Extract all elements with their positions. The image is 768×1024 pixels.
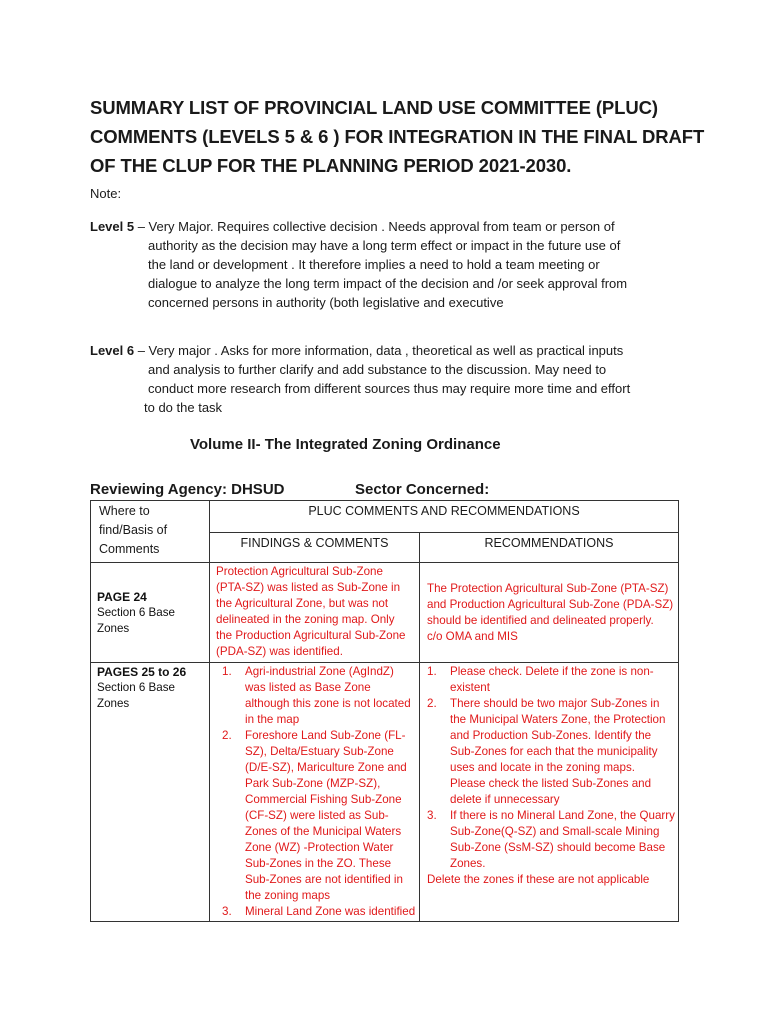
comments-table <box>90 500 679 922</box>
recommendations-header: RECOMMENDATIONS <box>420 533 679 563</box>
pluc-comments-header: PLUC COMMENTS AND RECOMMENDATIONS <box>210 501 679 533</box>
title-line: SUMMARY LIST OF PROVINCIAL LAND USE COMMITTEE (PLUC) <box>90 97 658 118</box>
where-to-find-header: Where to find/Basis of Comments <box>91 501 210 563</box>
title-line: OF THE CLUP FOR THE PLANNING PERIOD 2021-2030. <box>90 155 572 176</box>
level-6-text: to do the task <box>144 400 223 415</box>
row-1-location: PAGE 24 Section 6 Base Zones <box>91 563 210 663</box>
title-line: COMMENTS (LEVELS 5 & 6 ) FOR INTEGRATION IN THE FINAL DRAFT <box>90 126 705 147</box>
level-6-label: Level 6 <box>90 343 135 358</box>
row-2-location: PAGES 25 to 26 Section 6 Base Zones <box>91 663 210 922</box>
list-item: 3. Mineral Land Zone was identified <box>222 905 416 918</box>
list-item: 1. Please check. Delete if the zone is non- existent <box>427 665 654 694</box>
note-label: Note: <box>90 186 122 201</box>
volume-title: Volume II- The Integrated Zoning Ordinance <box>190 436 501 453</box>
document-title <box>90 93 705 180</box>
sector-concerned: Sector Concerned: <box>355 481 490 498</box>
level-5-text: – Very Major. Requires collective decision . Needs approval from team or person of <box>134 219 615 234</box>
page-reference: PAGES 25 to 26 <box>97 665 187 679</box>
list-item: 1. Agri-industrial Zone (AgIndZ) was listed as Base Zone although this zone is not located in the map <box>222 665 411 726</box>
level-6-text: and analysis to further clarify and add substance to the discussion. May need to <box>148 362 607 377</box>
list-item: 3. If there is no Mineral Land Zone, the Quarry Sub-Zone(Q-SZ) and Small-scale Mining Sub-Zone (SsM-SZ) should become Base Zones. <box>427 809 675 870</box>
recommendations-list <box>427 664 676 872</box>
findings-list <box>222 664 417 920</box>
list-item: 2. Foreshore Land Sub-Zone (FL- SZ), Delta/Estuary Sub-Zone (D/E-SZ), Mariculture Zone and Park Sub-Zone (MZP-SZ), Commercial Fishing Sub-Zone (CF-SZ) were listed as Sub- Zones of the Municipal Waters Zone (WZ) -Protection Water Sub-Zones in the ZO. These Sub-Zones are not identified in the zoning maps <box>222 729 407 902</box>
level-6-text: – Very major . Asks for more information, data , theoretical as well as practical inputs <box>134 343 624 358</box>
findings-header: FINDINGS & COMMENTS <box>210 533 420 563</box>
level-5-text: concerned persons in authority (both legislative and executive <box>148 295 504 310</box>
list-item: 2. There should be two major Sub-Zones in the Municipal Waters Zone, the Protection and Production Sub-Zones. Identify the Sub-Zones for each that the municipality uses and locate in the zoning maps. Please check the listed Sub-Zones and delete if unnecessary <box>427 697 666 806</box>
level-6-description <box>90 341 690 417</box>
level-6-text: conduct more research from different sources thus may require more time and effort <box>148 381 631 396</box>
row-1-findings: Protection Agricultural Sub-Zone (PTA-SZ) was listed as Sub-Zone in the Agricultural Zone, but was not delineated in the zoning map. Only the Production Agricultural Sub-Zone (PDA-SZ) was identified. <box>210 563 420 663</box>
level-5-text: dialogue to analyze the long term impact of the decision and /or seek approval from <box>148 276 628 291</box>
level-5-label: Level 5 <box>90 219 135 234</box>
row-2-recommendations <box>420 663 679 922</box>
level-5-description <box>90 217 690 312</box>
reviewing-agency: Reviewing Agency: DHSUD <box>90 481 285 498</box>
level-5-text: the land or development . It therefore implies a need to hold a team meeting or <box>148 257 600 272</box>
recommendations-note: Delete the zones if these are not applicable <box>427 873 650 886</box>
level-5-text: authority as the decision may have a long term effect or impact in the future use of <box>148 238 621 253</box>
row-2-findings <box>210 663 420 922</box>
agency-line <box>90 481 490 498</box>
page-reference: PAGE 24 <box>97 589 147 604</box>
row-1-recommendations: The Protection Agricultural Sub-Zone (PTA-SZ) and Production Agricultural Sub-Zone (PDA-SZ) should be identified and delineated properly. c/o OMA and MIS <box>420 563 679 663</box>
